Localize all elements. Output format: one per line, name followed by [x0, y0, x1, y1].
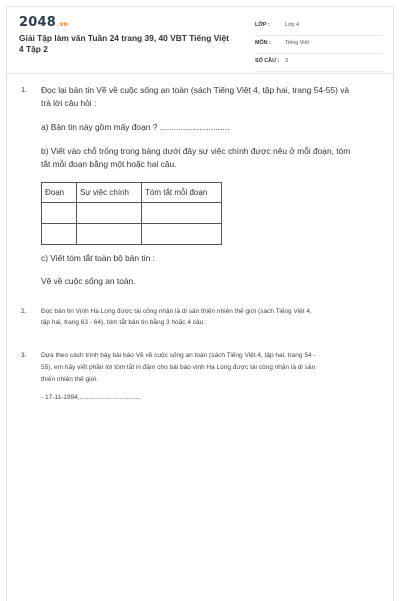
document-title: Giải Tập làm văn Tuần 24 trang 39, 40 VBT Tiếng Việt 4 Tập 2: [19, 33, 229, 54]
meta-value: Tiếng Việt: [285, 40, 309, 46]
meta-value: 3: [285, 58, 288, 64]
table-header-row: [42, 183, 222, 203]
meta-row-subject: [255, 36, 383, 54]
header-divider: [7, 73, 393, 74]
question-number: 3.: [21, 352, 27, 359]
q1-prompt-line1: Đọc lại bản tin Vẽ về cuộc sống an toàn (sách Tiếng Việt 4, tập hai, trang 54-55) và: [41, 85, 350, 95]
meta-info: [255, 18, 383, 72]
meta-row-class: [255, 18, 383, 36]
summary-table: [41, 182, 222, 245]
table-cell[interactable]: [77, 224, 142, 245]
q1-part-b-line2: tắt mỗi đoạn bằng một hoặc hai câu.: [41, 159, 177, 169]
column-header: Đoạn: [42, 183, 77, 203]
q3-date-line: - 17-11-1994,..................................: [41, 394, 141, 401]
table-cell[interactable]: [42, 224, 77, 245]
q1-part-b-line1: b) Viết vào chỗ trống trong bảng dưới đây sự việc chính được nêu ở mỗi đoạn, tóm: [41, 146, 351, 156]
table-cell[interactable]: [42, 203, 77, 224]
meta-label: LỚP :: [255, 22, 270, 28]
worksheet-header: [7, 7, 393, 69]
column-header: Tóm tắt mỗi đoạn: [142, 183, 222, 203]
meta-label: SỐ CÂU :: [255, 58, 280, 64]
table-cell[interactable]: [142, 224, 222, 245]
meta-row-question-count: [255, 54, 383, 72]
table-cell[interactable]: [77, 203, 142, 224]
column-header: Sự việc chính: [77, 183, 142, 203]
q3-line1: Dựa theo cách trình bày bài báo Vẽ về cuộc sống an toàn (sách Tiếng Việt 4, tập hai, trang 54 -: [41, 352, 316, 359]
q1-prompt-line2: trả lời câu hỏi :: [41, 98, 97, 108]
q3-line2: 55), em hãy viết phần lời tóm tắt in đậm cho bài báo vịnh Hạ Long được tái công nhận là di sản: [41, 364, 316, 371]
table-row: [42, 203, 222, 224]
meta-label: MÔN :: [255, 40, 271, 46]
logo-text: 2048: [19, 15, 56, 30]
q1-part-c: c) Viết tóm tắt toàn bộ bản tin :: [41, 253, 155, 263]
meta-value: Lớp 4: [285, 22, 300, 28]
site-logo[interactable]: [19, 15, 68, 30]
q2-line1: Đọc bản tin Vịnh Hạ Long được tái công nhận là di sản thiên nhiên thế giới (sách Tiếng Việt 4,: [41, 308, 312, 315]
q1-part-a: a) Bản tin này gồm mấy đoạn ? ..............................: [41, 122, 230, 132]
logo-suffix: .vn: [56, 21, 69, 28]
worksheet-page: [6, 6, 394, 601]
table-row: [42, 224, 222, 245]
q3-line3: thiên nhiên thế giới.: [41, 376, 99, 383]
question-number: 2.: [21, 308, 27, 315]
table-cell[interactable]: [142, 203, 222, 224]
q2-line2: tập hai, trang 63 - 64), tóm tắt bản tin bằng 3 hoặc 4 câu :: [41, 319, 207, 326]
q1-part-c-answer: Vẽ về cuộc sống an toàn.: [41, 276, 136, 286]
question-number: 1.: [21, 85, 28, 94]
